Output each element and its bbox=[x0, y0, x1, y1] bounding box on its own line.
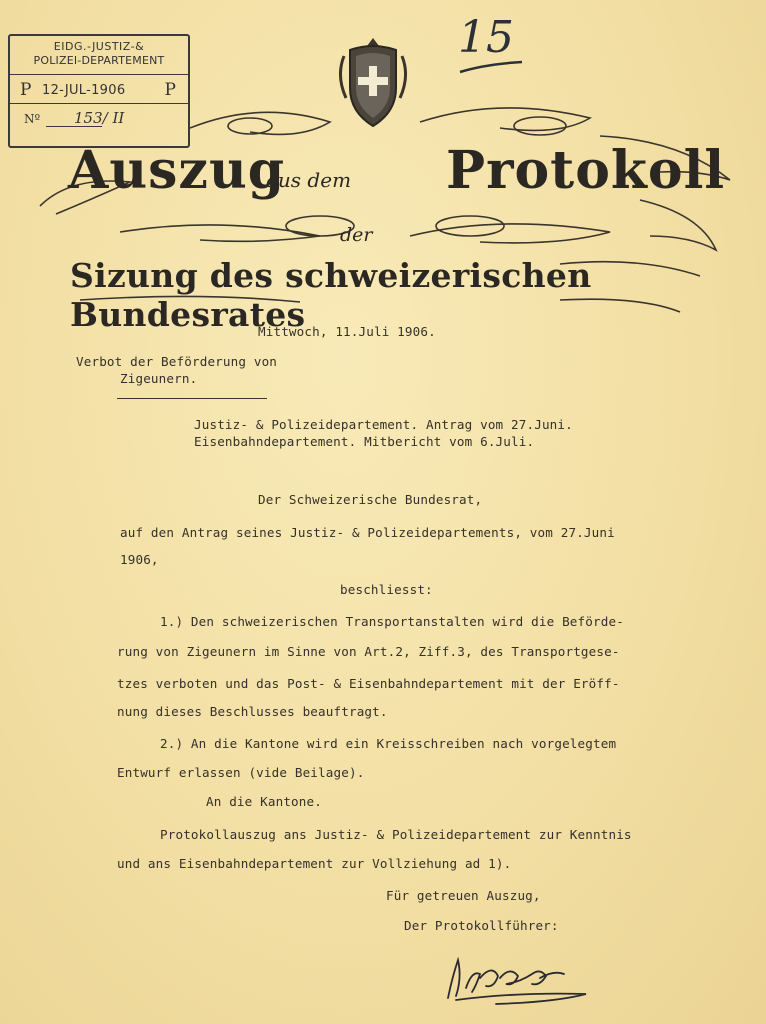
stamp-number: 153/ II bbox=[74, 109, 125, 127]
stamp-number-label: Nº bbox=[24, 112, 41, 126]
heading-der: der bbox=[340, 224, 373, 246]
heading-protokoll: Protokoll bbox=[446, 140, 726, 201]
handwritten-page-number: 15 bbox=[458, 12, 514, 63]
stamp-department-line-2: POLIZEI-DEPARTEMENT bbox=[33, 54, 165, 67]
subject-line-1: Verbot der Beförderung von bbox=[76, 354, 278, 369]
clerk-title: Der Protokollführer: bbox=[404, 918, 559, 933]
point-1-line-4: nung dieses Beschlusses beauftragt. bbox=[117, 704, 388, 719]
certification: Für getreuen Auszug, bbox=[386, 888, 541, 903]
heading-subtitle: Sizung des schweizerischen Bundesrates bbox=[70, 256, 592, 334]
heading-aus-dem: aus dem bbox=[266, 168, 352, 192]
authority: Der Schweizerische Bundesrat, bbox=[258, 492, 483, 507]
motion-line-2: 1906, bbox=[120, 552, 159, 567]
subject-line-2: Zigeunern. bbox=[120, 371, 198, 386]
motion-line-1: auf den Antrag seines Justiz- & Polizeidepartements, vom 27.Juni bbox=[120, 525, 615, 540]
clerk-signature bbox=[436, 948, 606, 1008]
point-1-line-3: tzes verboten und das Post- & Eisenbahndepartement mit der Eröff- bbox=[117, 676, 620, 691]
distribution-line-2: und ans Eisenbahndepartement zur Vollziehung ad 1). bbox=[117, 856, 512, 871]
to-cantons: An die Kantone. bbox=[206, 794, 322, 809]
meeting-date: Mittwoch, 11.Juli 1906. bbox=[258, 324, 436, 339]
report-line-1: Justiz- & Polizeidepartement. Antrag vom 27.Juni. bbox=[194, 417, 573, 432]
subject-separator bbox=[117, 398, 267, 399]
report-line-2: Eisenbahndepartement. Mitbericht vom 6.Juli. bbox=[194, 434, 535, 449]
heading-auszug: Auszug bbox=[68, 140, 286, 201]
resolves: beschliesst: bbox=[340, 582, 433, 597]
point-2-line-2: Entwurf erlassen (vide Beilage). bbox=[117, 765, 365, 780]
stamp-department-line-1: EIDG.-JUSTIZ-& bbox=[53, 40, 145, 53]
distribution-line-1: Protokollauszug ans Justiz- & Polizeidepartement zur Kenntnis bbox=[160, 827, 632, 842]
stamp-date: 12-JUL-1906 bbox=[42, 83, 126, 98]
stamp-p-left: P bbox=[20, 80, 32, 100]
point-1-line-1: 1.) Den schweizerischen Transportanstalten wird die Beförde- bbox=[160, 614, 624, 629]
stamp-p-right: P bbox=[164, 80, 176, 100]
point-2-line-1: 2.) An die Kantone wird ein Kreisschreiben nach vorgelegtem bbox=[160, 736, 617, 751]
point-1-line-2: rung von Zigeunern im Sinne von Art.2, Ziff.3, des Transportgese- bbox=[117, 644, 620, 659]
